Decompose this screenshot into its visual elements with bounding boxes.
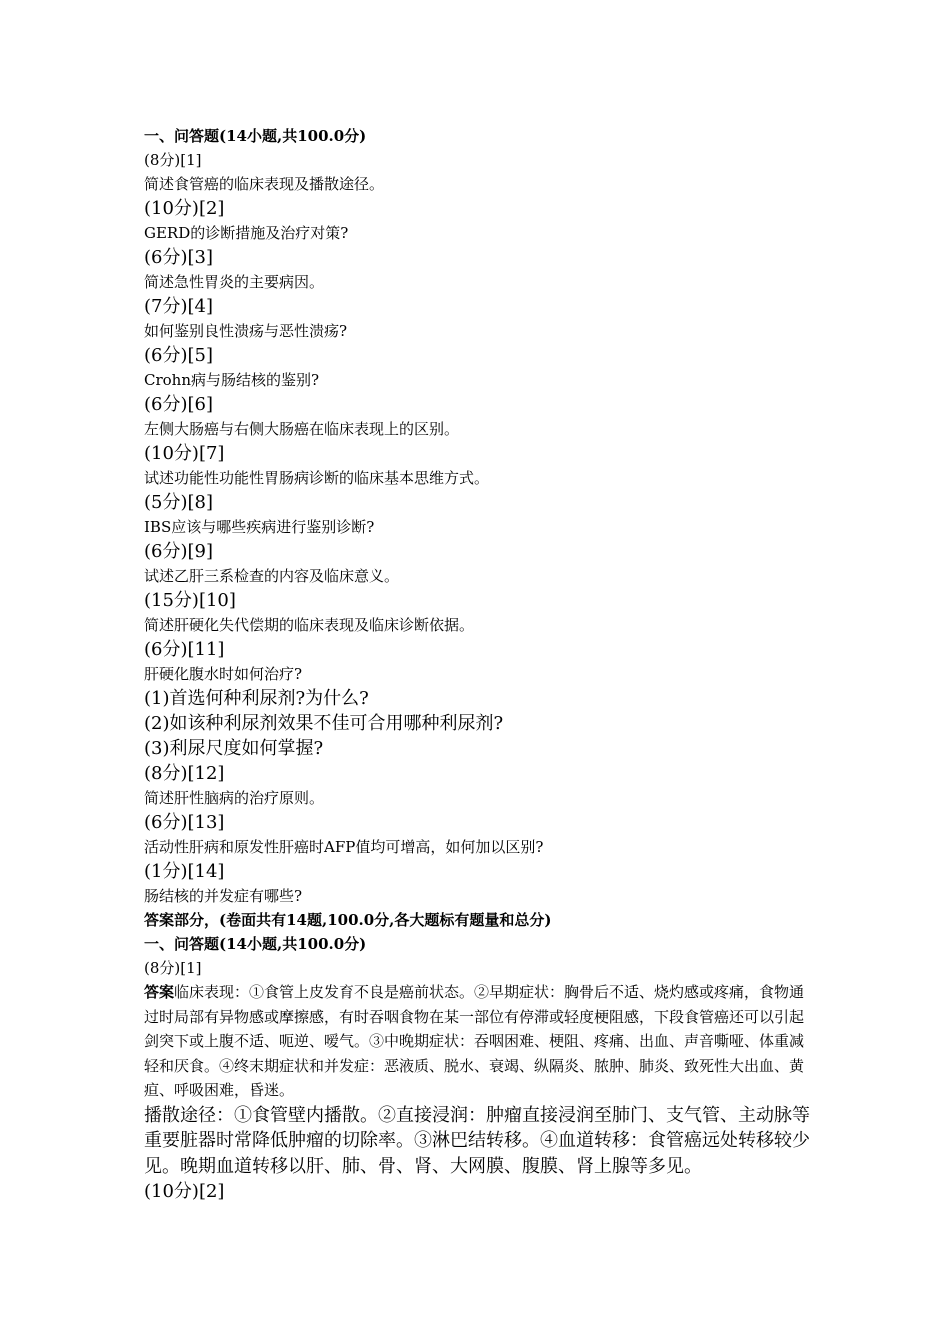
question-7-score: (10分)[7] bbox=[144, 443, 225, 464]
question-3-score: (6分)[3] bbox=[144, 247, 213, 268]
question-11-subitem: (1)首选何种利尿剂?为什么? bbox=[144, 688, 369, 709]
document-page bbox=[144, 124, 816, 1204]
question-12-score: (8分)[12] bbox=[144, 763, 225, 784]
answer-1-score: (8分)[1] bbox=[144, 959, 202, 977]
answer-label: 答案 bbox=[144, 983, 175, 1001]
answer-section-title: 一、问答题(14小题,共100.0分) bbox=[144, 935, 367, 953]
question-9-text: 试述乙肝三系检查的内容及临床意义。 bbox=[144, 567, 400, 585]
answer-header: 答案部分，(卷面共有14题,100.0分,各大题标有题量和总分) bbox=[144, 911, 552, 929]
question-4-text: 如何鉴别良性溃疡与恶性溃疡? bbox=[144, 322, 348, 340]
question-3-text: 简述急性胃炎的主要病因。 bbox=[144, 273, 325, 291]
question-11-subitem: (2)如该种利尿剂效果不佳可合用哪种利尿剂? bbox=[144, 713, 504, 734]
answer-2-score: (10分)[2] bbox=[144, 1181, 225, 1202]
question-12-text: 简述肝性脑病的治疗原则。 bbox=[144, 789, 325, 807]
question-6-text: 左侧大肠癌与右侧大肠癌在临床表现上的区别。 bbox=[144, 420, 460, 438]
question-7-text: 试述功能性功能性胃肠病诊断的临床基本思维方式。 bbox=[144, 469, 490, 487]
question-1-text: 简述食管癌的临床表现及播散途径。 bbox=[144, 175, 385, 193]
answer-1-clinical bbox=[144, 980, 816, 1103]
question-10-score: (15分)[10] bbox=[144, 590, 236, 611]
question-8-text: IBS应该与哪些疾病进行鉴别诊断? bbox=[144, 518, 375, 536]
question-6-score: (6分)[6] bbox=[144, 394, 213, 415]
question-4-score: (7分)[4] bbox=[144, 296, 213, 317]
question-11-score: (6分)[11] bbox=[144, 639, 225, 660]
question-5-score: (6分)[5] bbox=[144, 345, 213, 366]
question-14-score: (1分)[14] bbox=[144, 861, 225, 882]
question-11-text: 肝硬化腹水时如何治疗? bbox=[144, 665, 303, 683]
question-9-score: (6分)[9] bbox=[144, 541, 213, 562]
question-2-text: GERD的诊断措施及治疗对策? bbox=[144, 224, 349, 242]
question-8-score: (5分)[8] bbox=[144, 492, 213, 513]
question-5-text: Crohn病与肠结核的鉴别? bbox=[144, 371, 320, 389]
answer-1-spread: 播散途径：①食管壁内播散。②直接浸润：肿瘤直接浸润至肺门、支气管、主动脉等重要脏器时常降低肿瘤的切除率。③淋巴结转移。④血道转移：食管癌远处转移较少见。晚期血道转移以肝、肺、骨、肾、大网膜、腹膜、肾上腺等多见。 bbox=[144, 1104, 810, 1177]
question-14-text: 肠结核的并发症有哪些? bbox=[144, 887, 303, 905]
section-title: 一、问答题(14小题,共100.0分) bbox=[144, 127, 367, 145]
question-10-text: 简述肝硬化失代偿期的临床表现及临床诊断依据。 bbox=[144, 616, 475, 634]
question-2-score: (10分)[2] bbox=[144, 198, 225, 219]
answer-1-clinical-text: 临床表现：①食管上皮发育不良是癌前状态。②早期症状：胸骨后不适、烧灼感或疼痛，食物通过时局部有异物感或摩擦感，有时吞咽食物在某一部位有停滞或轻度梗阻感，下段食管癌还可以引起剑突下或上腹不适、呃逆、嗳气。③中晚期症状：吞咽困难、梗阻、疼痛、出血、声音嘶哑、体重减轻和厌食。④终末期症状和并发症：恶液质、脱水、衰竭、纵隔炎、脓肿、肺炎、致死性大出血、黄疸、呼吸困难，昏迷。 bbox=[144, 983, 805, 1099]
question-13-text: 活动性肝病和原发性肝癌时AFP值均可增高，如何加以区别? bbox=[144, 838, 544, 856]
question-1-score: (8分)[1] bbox=[144, 151, 202, 169]
question-13-score: (6分)[13] bbox=[144, 812, 225, 833]
question-11-subitem: (3)利尿尺度如何掌握? bbox=[144, 738, 324, 759]
